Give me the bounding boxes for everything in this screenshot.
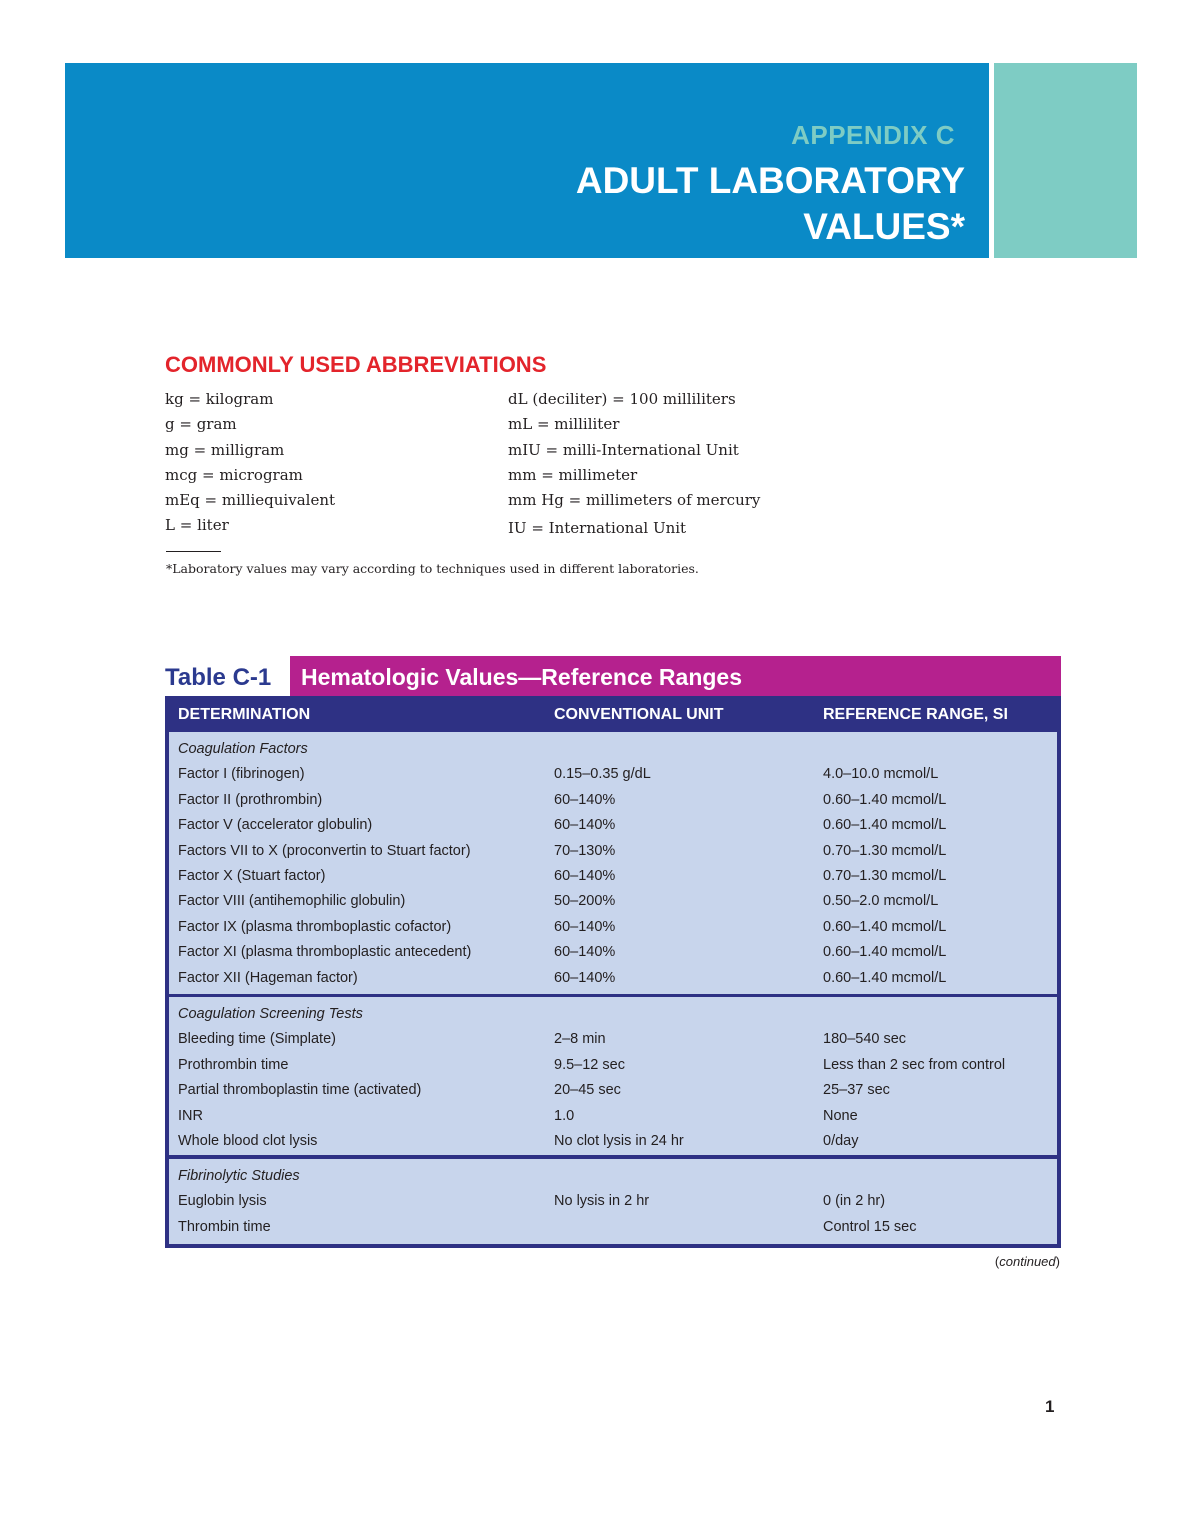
column-header-conventional-unit: CONVENTIONAL UNIT: [554, 706, 724, 723]
determination-cell: INR: [178, 1107, 203, 1124]
determination-cell: Factor X (Stuart factor): [178, 868, 326, 884]
conventional-unit-cell: 70–130%: [554, 842, 616, 859]
page-title-line1: ADULT LABORATORY: [575, 160, 965, 201]
abbreviation-item: mm Hg = millimeters of mercury: [508, 491, 761, 510]
reference-range-cell: None: [823, 1107, 858, 1124]
footnote-divider: [166, 551, 221, 552]
conventional-unit-cell: 9.5–12 sec: [554, 1056, 625, 1073]
reference-range-cell: 0.60–1.40 mcmol/L: [823, 791, 947, 808]
table-header-row: [165, 696, 1061, 732]
table-row: [169, 1130, 1057, 1155]
section-title-text: Coagulation Factors: [178, 741, 308, 757]
reference-table: [165, 696, 1061, 1248]
section-title-text: Coagulation Screening Tests: [178, 1006, 363, 1022]
reference-range-cell: 0.70–1.30 mcmol/L: [823, 842, 947, 859]
determination-cell: Factor II (prothrombin): [178, 791, 323, 808]
reference-range-cell: 0/day: [823, 1133, 859, 1149]
determination-cell: Factor XI (plasma thromboplastic antecedent): [178, 944, 472, 961]
determination-cell: Bleeding time (Simplate): [178, 1031, 336, 1048]
conventional-unit-cell: 50–200%: [554, 893, 616, 910]
abbreviation-item: kg = kilogram: [165, 390, 274, 408]
page-number: 1: [1045, 1397, 1055, 1416]
table-section-fibrinolytic-studies: [169, 1159, 1057, 1244]
table-row: [169, 1028, 1057, 1053]
abbreviation-item: L = liter: [165, 516, 229, 535]
conventional-unit-cell: 60–140%: [554, 817, 616, 834]
reference-range-cell: 0.60–1.40 mcmol/L: [823, 918, 947, 935]
reference-range-cell: 180–540 sec: [823, 1031, 907, 1048]
abbreviations-heading: COMMONLY USED ABBREVIATIONS: [165, 352, 547, 377]
conventional-unit-cell: 20–45 sec: [554, 1082, 621, 1099]
page-title-line2: VALUES*: [803, 206, 965, 247]
determination-cell: Factor XII (Hageman factor): [178, 969, 358, 986]
conventional-unit-cell: 0.15–0.35 g/dL: [554, 766, 651, 783]
abbreviations-right-column: [508, 387, 760, 542]
determination-cell: Prothrombin time: [178, 1056, 289, 1073]
table-row: [169, 941, 1057, 966]
determination-cell: Whole blood clot lysis: [178, 1133, 318, 1149]
abbreviation-item: mcg = microgram: [165, 465, 303, 484]
table-row: [169, 1054, 1057, 1079]
abbreviation-item: IU = International Unit: [508, 519, 687, 538]
header-banner: [65, 63, 989, 258]
conventional-unit-cell: No clot lysis in 24 hr: [554, 1133, 684, 1149]
table-row: [169, 865, 1057, 890]
determination-cell: Factor VIII (antihemophilic globulin): [178, 893, 406, 910]
section-title-text: Fibrinolytic Studies: [178, 1168, 300, 1184]
footnote: *Laboratory values may vary according to techniques used in different laboratories.: [166, 561, 699, 576]
section-title: [169, 1165, 1057, 1190]
conventional-unit-cell: 60–140%: [554, 868, 616, 884]
abbreviation-item: mL = milliliter: [508, 415, 620, 434]
table-row: [169, 1216, 1057, 1241]
reference-range-cell: 0.60–1.40 mcmol/L: [823, 944, 947, 961]
table-row: [169, 1190, 1057, 1215]
table-row: [169, 1079, 1057, 1104]
table-row: [169, 1105, 1057, 1130]
determination-cell: Factor V (accelerator globulin): [178, 817, 373, 834]
conventional-unit-cell: 2–8 min: [554, 1031, 606, 1048]
reference-range-cell: 0.60–1.40 mcmol/L: [823, 969, 947, 986]
section-title: [169, 738, 1057, 763]
column-header-reference-range: REFERENCE RANGE, SI: [823, 706, 1008, 723]
section-title: [169, 1003, 1057, 1028]
reference-range-cell: Less than 2 sec from control: [823, 1056, 1006, 1073]
table-row: [169, 789, 1057, 814]
conventional-unit-cell: No lysis in 2 hr: [554, 1193, 650, 1210]
appendix-label: APPENDIX C: [791, 120, 955, 150]
abbreviation-item: g = gram: [165, 415, 237, 434]
abbreviation-item: mm = millimeter: [508, 465, 638, 484]
reference-range-cell: 0 (in 2 hr): [823, 1193, 886, 1210]
determination-cell: Thrombin time: [178, 1218, 271, 1235]
table-row: [169, 967, 1057, 992]
conventional-unit-cell: 1.0: [554, 1107, 575, 1124]
header-side-block: [994, 63, 1137, 258]
table-section-coagulation-factors: [169, 732, 1057, 994]
determination-cell: Partial thromboplastin time (activated): [178, 1082, 422, 1099]
continued-note: (continued): [994, 1254, 1060, 1269]
determination-cell: Factors VII to X (proconvertin to Stuart factor): [178, 842, 471, 859]
column-header-determination: DETERMINATION: [178, 706, 311, 723]
abbreviation-item: dL (deciliter) = 100 milliliters: [508, 390, 736, 408]
conventional-unit-cell: 60–140%: [554, 944, 616, 961]
conventional-unit-cell: 60–140%: [554, 791, 616, 808]
determination-cell: Euglobin lysis: [178, 1193, 267, 1210]
determination-cell: Factor I (fibrinogen): [178, 766, 305, 783]
table-section-coagulation-screening: [169, 997, 1057, 1155]
table-row: [169, 814, 1057, 839]
conventional-unit-cell: 60–140%: [554, 969, 616, 986]
table-row: [169, 840, 1057, 865]
table-row: [169, 763, 1057, 788]
abbreviations-left-column: [165, 387, 335, 539]
reference-range-cell: 0.50–2.0 mcmol/L: [823, 893, 939, 910]
table-row: [169, 916, 1057, 941]
reference-range-cell: Control 15 sec: [823, 1218, 917, 1235]
table-row: [169, 890, 1057, 915]
reference-range-cell: 0.60–1.40 mcmol/L: [823, 817, 947, 834]
table-title-bar: [290, 656, 1061, 696]
reference-range-cell: 0.70–1.30 mcmol/L: [823, 868, 947, 884]
abbreviation-item: mIU = milli-International Unit: [508, 440, 739, 459]
reference-range-cell: 25–37 sec: [823, 1082, 890, 1099]
table-label: Table C-1: [165, 664, 272, 691]
reference-range-cell: 4.0–10.0 mcmol/L: [823, 766, 939, 783]
abbreviation-item: mEq = milliequivalent: [165, 491, 336, 510]
abbreviation-item: mg = milligram: [165, 440, 285, 459]
conventional-unit-cell: 60–140%: [554, 918, 616, 935]
determination-cell: Factor IX (plasma thromboplastic cofactor): [178, 918, 452, 935]
table-title: Hematologic Values—Reference Ranges: [301, 664, 742, 690]
